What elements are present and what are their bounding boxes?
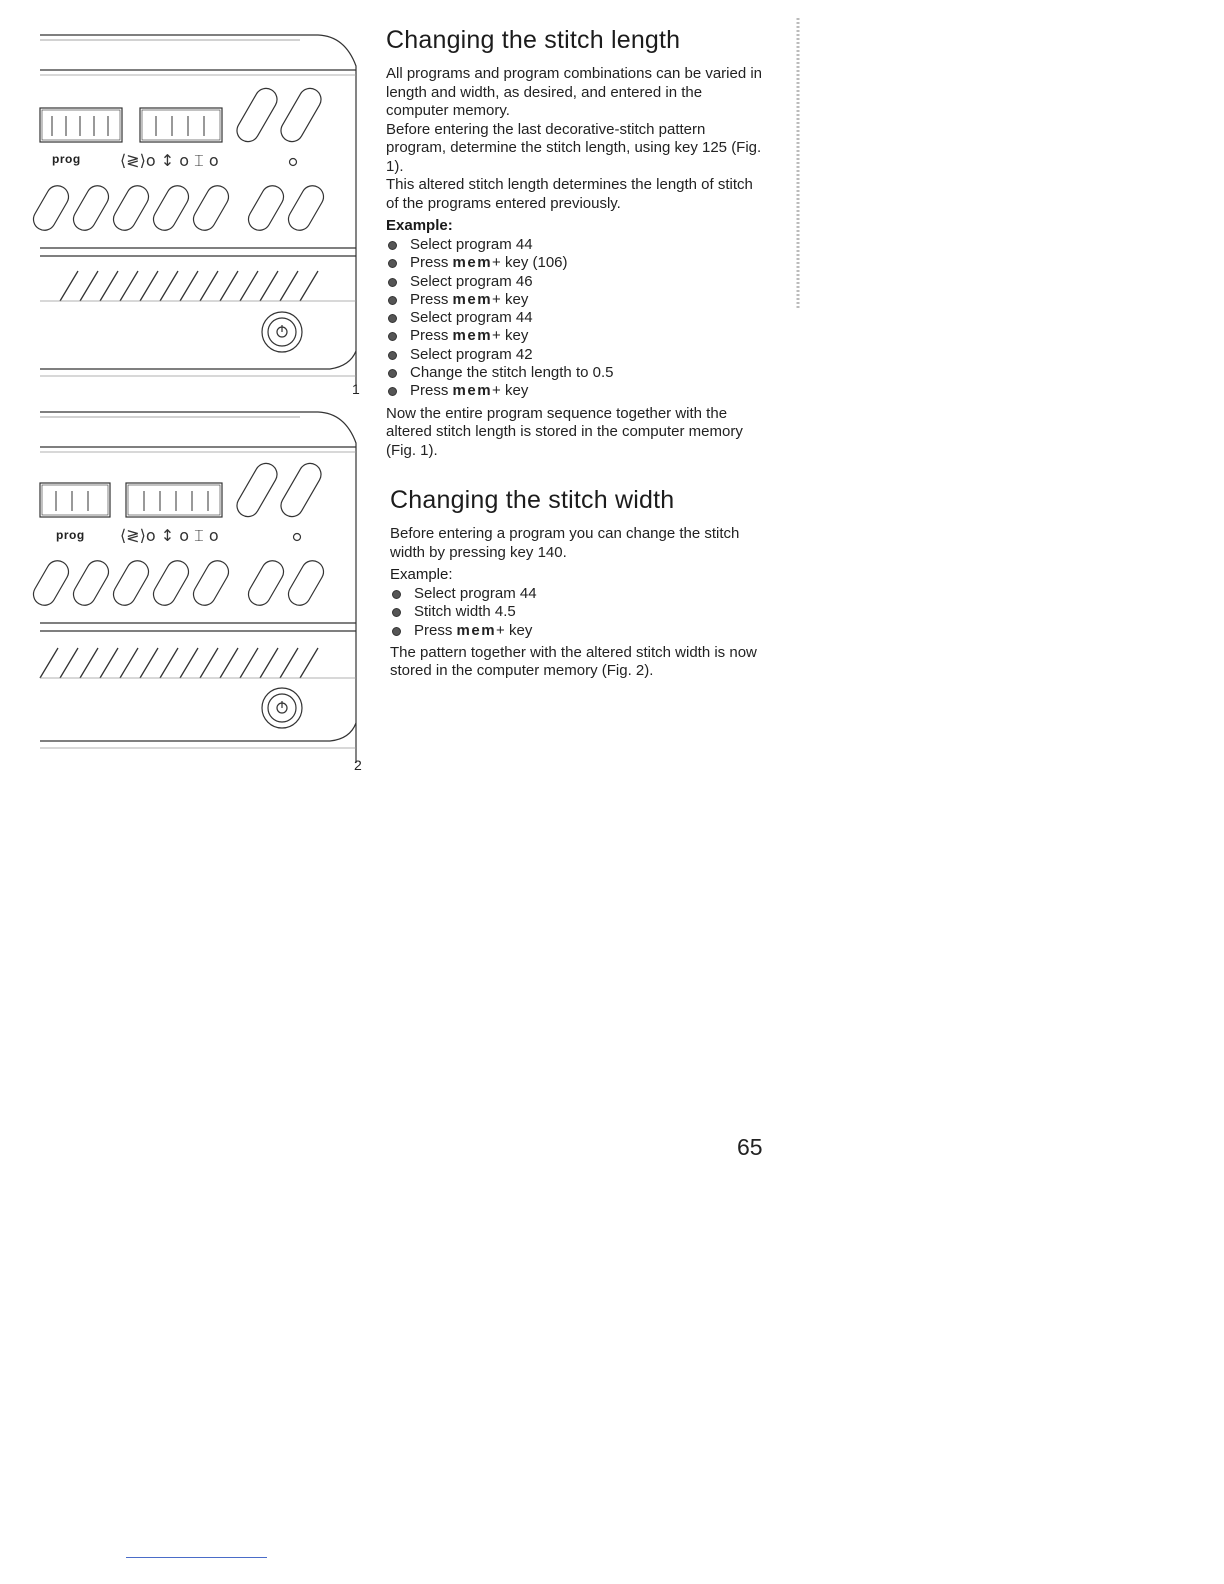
bullet-icon (388, 314, 397, 323)
prog-label: prog (56, 528, 85, 542)
list-item: Change the stitch length to 0.5 (386, 364, 766, 382)
list-item: Press mem+ key (106) (386, 254, 766, 272)
stitch-width-section (390, 486, 770, 681)
paragraph: All programs and program combinations can be varied in length and width, as desired, and entered in the computer memory. (386, 65, 763, 119)
figure-2-control-panel (0, 403, 380, 778)
bullet-icon (392, 627, 401, 636)
conclusion-paragraph: The pattern together with the altered stitch width is now stored in the computer memory (Fig. 2). (390, 643, 757, 680)
list-item: Press mem+ key (386, 291, 766, 309)
svg-text:⟨≷⟩o ↕ o ⌶ o: ⟨≷⟩o ↕ o ⌶ o (120, 526, 219, 545)
bullet-icon (388, 278, 397, 287)
list-item: Select program 46 (386, 273, 766, 291)
paragraph: Before entering the last decorative-stitch pattern program, determine the stitch length, using key 125 (Fig. 1). (386, 120, 762, 175)
list-item: Select program 44 (386, 309, 766, 327)
bullet-icon (388, 387, 397, 396)
svg-text:⟨≷⟩o ↕ o ⌶ o: ⟨≷⟩o ↕ o ⌶ o (120, 151, 219, 170)
bullet-icon (388, 241, 397, 250)
control-panel-drawing (0, 403, 380, 778)
mem-key-label: mem (452, 382, 493, 400)
control-panel-drawing (0, 26, 380, 401)
bullet-icon (388, 332, 397, 341)
bullet-icon (392, 590, 401, 599)
list-item: Select program 44 (386, 236, 766, 254)
example-label: Example: (386, 217, 453, 234)
list-item: Stitch width 4.5 (390, 603, 770, 621)
bullet-icon (392, 608, 401, 617)
scan-edge-decoration (795, 18, 801, 308)
mem-key-label: mem (452, 327, 493, 345)
mem-key-label: mem (452, 290, 493, 308)
example-label: Example: (390, 566, 453, 583)
page-number: 65 (737, 1134, 763, 1160)
paragraph: This altered stitch length determines the length of stitch of the programs entered previously. (386, 176, 753, 212)
section-heading: Changing the stitch length (386, 26, 681, 54)
mem-key-label: mem (456, 621, 497, 639)
footer-rule (126, 1557, 267, 1558)
list-item: Press mem+ key (390, 622, 770, 640)
prog-label: prog (52, 152, 81, 166)
bullet-icon (388, 296, 397, 305)
paragraph: Before entering a program you can change the stitch width by pressing key 140. (390, 525, 740, 561)
figure-number: 1 (352, 381, 360, 397)
steps-list (390, 585, 770, 640)
figure-1-control-panel (0, 26, 380, 401)
list-item: Press mem+ key (386, 382, 766, 400)
bullet-icon (388, 351, 397, 360)
stitch-length-section (386, 26, 766, 460)
steps-list (386, 236, 766, 401)
figure-number: 2 (354, 757, 362, 773)
section-heading: Changing the stitch width (390, 486, 675, 514)
conclusion-paragraph: Now the entire program sequence together with the altered stitch length is stored in the computer memory (Fig. 1). (386, 404, 743, 459)
list-item: Select program 44 (390, 585, 770, 603)
mem-key-label: mem (452, 254, 493, 272)
bullet-icon (388, 259, 397, 268)
list-item: Select program 42 (386, 346, 766, 364)
bullet-icon (388, 369, 397, 378)
list-item: Press mem+ key (386, 327, 766, 345)
